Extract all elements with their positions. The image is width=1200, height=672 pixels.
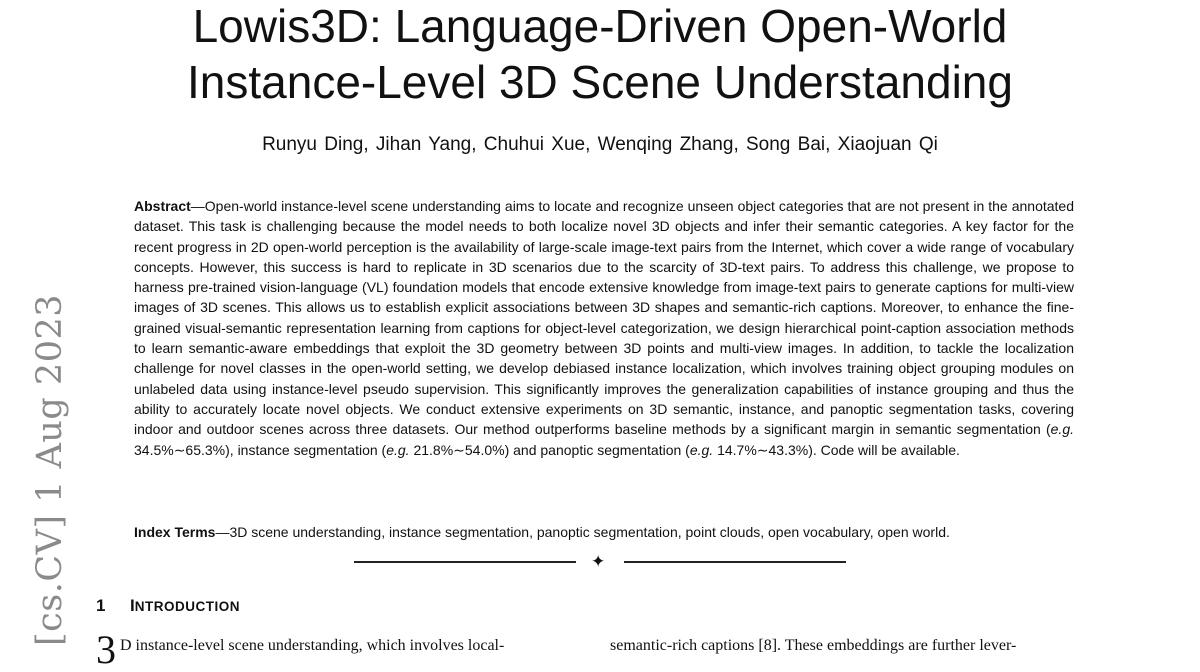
separator-rule-left [354, 561, 576, 563]
abstract-label: Abstract [134, 198, 191, 214]
diamond-ornament-icon: ✦ [591, 552, 606, 572]
index-terms-label: Index Terms [134, 524, 216, 540]
abstract-text-4: 14.7%∼43.3%). Code will be available. [713, 441, 960, 458]
abstract-text-2: 34.5%∼65.3%), instance segmentation ( [134, 441, 387, 458]
abstract-eg-1: e.g. [1050, 421, 1074, 438]
abstract-eg-2: e.g. [386, 441, 410, 458]
arxiv-stamp-text: [cs.CV] 1 Aug 2023 [30, 294, 70, 646]
body-right-first-line: semantic-rich captions [8]. These embeddings are further lever- [610, 637, 1017, 654]
paper-title-line-2: Instance-Level 3D Scene Understanding [187, 56, 1013, 108]
section-title-initial: I [130, 596, 135, 615]
body-left-first-line: D instance-level scene understanding, which involves local- [120, 637, 505, 654]
paper-title-line-1: Lowis3D: Language-Driven Open-World [192, 0, 1008, 52]
paper-title [0, 0, 1200, 110]
section-title-rest: NTRODUCTION [134, 599, 240, 614]
arxiv-side-stamp [10, 294, 90, 646]
section-heading-introduction [96, 596, 240, 616]
abstract-eg-3: e.g. [689, 441, 714, 458]
separator-rule-right [624, 561, 846, 563]
abstract-text-3: 21.8%∼54.0%) and panoptic segmentation ( [409, 441, 690, 458]
drop-cap: 3 [96, 627, 116, 672]
author-list: Runyu Ding, Jihan Yang, Chuhui Xue, Wenqing Zhang, Song Bai, Xiaojuan Qi [262, 134, 938, 155]
body-column-right [610, 636, 1100, 656]
index-terms [134, 522, 1074, 542]
body-column-left [96, 636, 588, 656]
section-number: 1 [96, 596, 106, 615]
abstract-text-1: —Open-world instance-level scene understanding aims to locate and recognize unseen object categories that are not present in the annotated dataset. This task is challenging because the model needs to both localize novel 3D objects and infer their semantic categories. A key factor for the recent progress in 2D open-world perception is the availability of large-scale image-text pairs from the Internet, which cover a wide range of vocabulary concepts. However, this success is hard to replicate in 3D scenarios due to the scarcity of 3D-text pairs. To address this challenge, we propose to harness pre-trained vision-language (VL) foundation models that encode extensive knowledge from image-text pairs to generate captions for multi-view images of 3D scenes. This allows us to establish explicit associations between 3D shapes and semantic-rich captions. Moreover, to enhance the fine-grained visual-semantic representation learning from captions for object-level categorization, we design hierarchical point-caption association methods to learn semantic-aware embeddings that exploit the 3D geometry between 3D points and multi-view images. In addition, to tackle the localization challenge for novel classes in the open-world setting, we develop debiased instance localization, which involves training object grouping modules on unlabeled data using instance-level pseudo supervision. This significantly improves the generalization capabilities of instance grouping and thus the ability to accurately locate novel objects. We conduct extensive experiments on 3D semantic, instance, and panoptic segmentation tasks, covering indoor and outdoor scenes across three datasets. Our method outperforms baseline methods by a significant margin in semantic segmentation ( [134, 198, 1074, 438]
index-terms-text: —3D scene understanding, instance segmentation, panoptic segmentation, point clouds, open vocabulary, open world. [215, 524, 950, 540]
abstract [134, 196, 1074, 460]
section-separator [354, 552, 846, 572]
